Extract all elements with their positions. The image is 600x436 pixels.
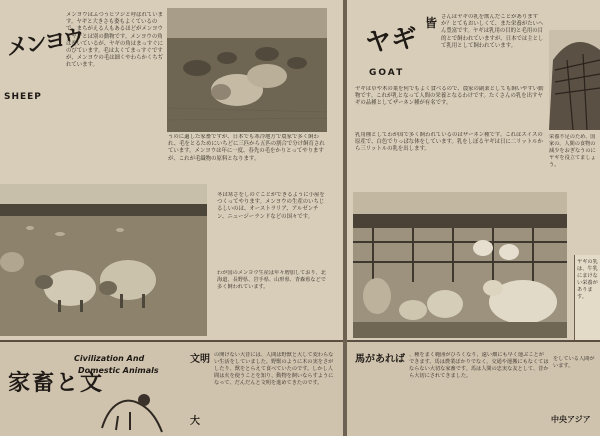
civilization-title-jp: 家畜と文 <box>8 370 105 396</box>
goat-col-text: ヤギは草や木の葉を何でもよく食べるので、農家の副業としても飼いやすい動物です。これが乳となって人間の栄養となるわけです。たくさんの乳を出すヤギの品種としてザーネン種が有名です。 <box>355 86 544 107</box>
horse-section <box>347 340 600 436</box>
civilization-section <box>0 340 343 436</box>
right-page <box>347 0 600 436</box>
sheep-col2-text: うのに適した家畜ですが、日本でも寒冷地方で農家で多く飼われ、毛をとるためにいちどに三匹から五匹の割合で分け飼育されています。メンヨウは年に一度、春先の毛をかりとってやりますが、これが毛織物の原料となります。 <box>168 134 325 162</box>
sheep-grazing-image <box>167 8 327 132</box>
civilization-title-en-2: Domestic Animals <box>78 366 159 375</box>
civilization-head: 文明 <box>190 354 210 365</box>
child-portrait-photo <box>549 30 600 130</box>
goat-title-en: GOAT <box>369 68 405 78</box>
goat-milk-text: 乳用種としてわが国で多く飼われているのはザーネン種です。これはスイスの原産で、白色でりっぱな体をしています。乳をしぼるヤギは日に二リットルから三リットルの乳を出します。 <box>355 132 543 153</box>
horse-head: 馬があれば <box>355 354 405 365</box>
goat-side-text: 栄養不足のため、国家の、人間の食物の減少をおぎなうのにヤギを役立てましょう。 <box>549 134 596 168</box>
animal-illustration-icon <box>96 382 166 436</box>
goat-herd-image <box>353 192 567 338</box>
civilization-title-en-1: Civilization And <box>74 354 145 363</box>
goat-title-jp: ヤギ <box>363 23 419 59</box>
central-asia-text-pre: をしている人間がいます。 <box>553 356 595 369</box>
horse-text: 、種をまく範囲がひろくなり、遠い畑にも早く運ぶことができます。馬は農業ばかりでなく、交通や運搬にもなくてはならない大切な家畜です。馬は人間の忠実な友として、昔から大切にされてきました。 <box>409 352 549 379</box>
central-asia-head: 中央アジア <box>551 414 591 424</box>
civilization-head-2: 大 <box>190 416 200 427</box>
sheep-title-en: SHEEP <box>4 92 42 102</box>
sheep-col3-text: 冬は寒さをしのぐことができるように小屋をつくってやります。メンヨウの生産のいちじるしいのは、オーストラリア、アルゼンチン、ニュージーランドなどの国々です。 <box>217 192 325 220</box>
goat-herd-photo <box>353 192 567 338</box>
sheep-field-image <box>0 184 207 336</box>
sheep-intro-text: メンヨウはふつうヒツジと呼ばれています。ヤギと大きさも姿もよくているので、まちがえる人もあるほどがメンヨウとヤギとは別の動物です。メンヨウの角は巻いているが、ヤギの角はまっすぐにのびています。毛は太くてまっすぐですが、メンヨウの毛は細くやわらかくちぢれています。 <box>66 12 164 69</box>
sheep-title-jp: メンヨウ <box>4 24 84 62</box>
civilization-text: の開けない大昔には、人間は野獣と大して変わらない生活をしていました。野獣のように木の実をさがしたり、獣をとらえて食べていたのです。しかし人間は火を使うことを知り、動物を飼いならすようになって、だんだんと文明を進めてきたのです。 <box>214 352 334 386</box>
sheep-stats-text: わが国のメンヨウ生産は年々増加しており、北海道、長野県、岩手県、山形県、青森県などで多く飼われています。 <box>217 270 326 290</box>
goat-sidebar-text: ヤギの乳は、牛乳にまけない栄養があります。 <box>577 259 598 300</box>
sheep-grazing-photo <box>167 8 327 132</box>
goat-intro-text: さんはヤギの乳を飲んだことがありますか？とてもおいしくて、また栄養がたいへん豊富です。ヤギは乳用の目的と毛用の目的とで飼われていますが、日本では主として乳用として飼われています。 <box>441 14 544 49</box>
goat-sidebar-box <box>574 255 600 340</box>
goat-head-char: 皆 <box>425 16 438 30</box>
child-portrait-image <box>549 30 600 130</box>
sheep-field-photo <box>0 184 207 336</box>
